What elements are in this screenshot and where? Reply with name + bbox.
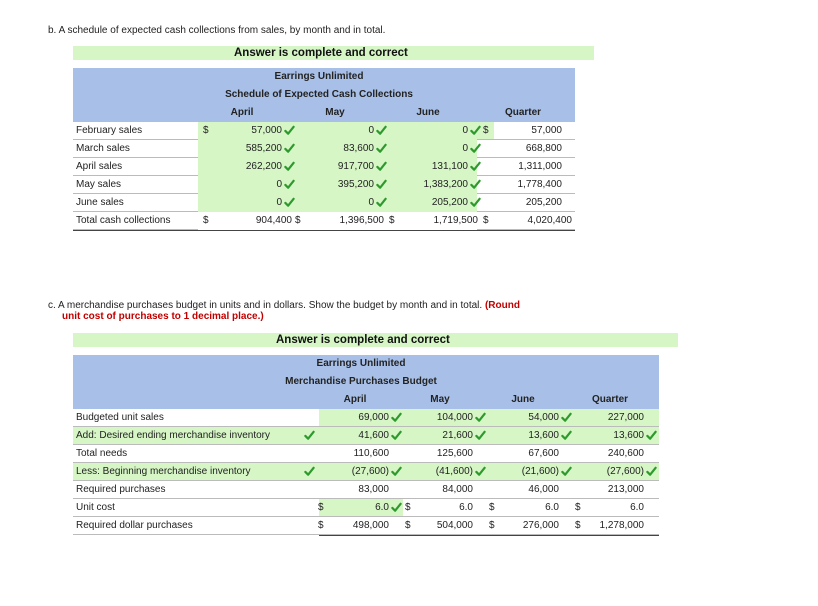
round-note: (Round — [484, 300, 520, 311]
cell-june[interactable]: 54,000 — [528, 412, 559, 423]
cell-may[interactable]: 104,000 — [436, 412, 473, 423]
cell-quarter: 227,000 — [607, 412, 644, 423]
row-label: Add: Desired ending merchandise inventory — [76, 430, 270, 441]
cell-april: 110,600 — [353, 448, 389, 459]
dollar-sign: $ — [405, 520, 411, 531]
col-quarter-b: Quarter — [504, 107, 542, 118]
check-icon — [646, 430, 657, 441]
row-label: Budgeted unit sales — [76, 412, 164, 423]
cell-june[interactable]: 1,383,200 — [423, 179, 468, 190]
cell-quarter: 1,778,400 — [517, 179, 562, 190]
cell-june[interactable]: 0 — [462, 125, 468, 136]
cell-april: 83,000 — [358, 484, 389, 495]
cell-may: 6.0 — [459, 502, 473, 513]
cell-quarter: 240,600 — [607, 448, 644, 459]
cell-june: 276,000 — [522, 520, 559, 531]
col-may-c: May — [430, 394, 450, 405]
dollar-sign: $ — [483, 215, 489, 226]
col-june-c: June — [511, 394, 535, 405]
check-icon — [376, 161, 387, 172]
dollar-sign: $ — [203, 215, 209, 226]
cell-april[interactable]: 262,200 — [245, 161, 282, 172]
check-icon — [376, 143, 387, 154]
cell-may[interactable]: 0 — [368, 125, 374, 136]
total-rule — [319, 535, 659, 536]
cell-april: 498,000 — [352, 520, 389, 531]
cell-june[interactable]: 205,200 — [431, 197, 468, 208]
company-name-b: Earrings Unlimited — [274, 71, 364, 82]
dollar-sign: $ — [318, 502, 324, 513]
check-icon — [470, 125, 481, 136]
cell-june[interactable]: 0 — [462, 143, 468, 154]
check-icon — [376, 197, 387, 208]
cell-quarter: 6.0 — [630, 502, 644, 513]
answer-banner-b-text: Answer is complete and correct — [234, 47, 408, 59]
cell-quarter: 668,800 — [525, 143, 562, 154]
col-may-b: May — [325, 107, 345, 118]
cell-june: 67,600 — [528, 448, 559, 459]
dollar-sign: $ — [575, 502, 581, 513]
cell-quarter[interactable]: 13,600 — [613, 430, 644, 441]
cell-quarter: 57,000 — [531, 125, 562, 136]
dollar-sign: $ — [318, 520, 324, 531]
cell-may[interactable]: 917,700 — [337, 161, 374, 172]
row-label: Required purchases — [76, 484, 166, 495]
dollar-sign: $ — [575, 520, 581, 531]
cell-may: 504,000 — [436, 520, 473, 531]
row-label: Less: Beginning merchandise inventory — [76, 466, 251, 477]
cell-april[interactable]: 6.0 — [375, 502, 389, 513]
dollar-sign: $ — [295, 215, 301, 226]
question-b: b. A schedule of expected cash collections from sales, by month and in total. — [48, 25, 386, 36]
cell-may: 1,396,500 — [339, 215, 384, 226]
dollar-sign: $ — [489, 502, 495, 513]
dollar-sign: $ — [489, 520, 495, 531]
cell-june: 1,719,500 — [433, 215, 478, 226]
row-label: Total needs — [76, 448, 128, 459]
cell-quarter: 213,000 — [607, 484, 644, 495]
cell-june[interactable]: 131,100 — [431, 161, 468, 172]
col-june-b: June — [416, 107, 440, 118]
cell-quarter: 205,200 — [525, 197, 562, 208]
check-icon — [646, 466, 657, 477]
cell-may[interactable]: 83,600 — [343, 143, 374, 154]
cell-april: 904,400 — [255, 215, 292, 226]
row-label: February sales — [76, 125, 143, 136]
cell-may: 125,600 — [436, 448, 473, 459]
row-label: Total cash collections — [76, 215, 171, 226]
row-label: June sales — [76, 197, 124, 208]
cell-quarter: 1,311,000 — [518, 161, 562, 172]
cell-june[interactable]: (21,600) — [521, 466, 559, 477]
col-april-b: April — [230, 107, 254, 118]
cell-may[interactable]: 0 — [368, 197, 374, 208]
cell-may: 84,000 — [442, 484, 473, 495]
cell-june[interactable]: 13,600 — [528, 430, 559, 441]
answer-banner-b — [73, 46, 594, 60]
col-quarter-c: Quarter — [591, 394, 629, 405]
row-label: Required dollar purchases — [76, 520, 193, 531]
dollar-sign: $ — [203, 125, 209, 136]
schedule-title: Schedule of Expected Cash Collections — [225, 89, 413, 100]
cell-april[interactable]: 0 — [276, 179, 282, 190]
check-icon — [470, 161, 481, 172]
question-c — [48, 300, 568, 322]
answer-banner-c-text: Answer is complete and correct — [276, 334, 450, 346]
round-note-2: unit cost of purchases to 1 decimal place.) — [62, 311, 264, 322]
cell-april[interactable]: 69,000 — [358, 412, 389, 423]
check-icon — [470, 143, 481, 154]
row-label: April sales — [76, 161, 123, 172]
cell-quarter: 1,278,000 — [599, 520, 644, 531]
check-icon — [470, 179, 481, 190]
col-april-c: April — [343, 394, 367, 405]
cell-april[interactable]: 0 — [276, 197, 282, 208]
cell-april[interactable]: 585,200 — [245, 143, 282, 154]
cell-april[interactable]: 57,000 — [251, 125, 282, 136]
dollar-sign: $ — [389, 215, 395, 226]
cell-quarter: 4,020,400 — [527, 215, 572, 226]
check-icon — [470, 197, 481, 208]
dollar-sign: $ — [483, 125, 489, 136]
cell-may[interactable]: (41,600) — [435, 466, 473, 477]
company-name-c: Earrings Unlimited — [316, 358, 406, 369]
check-icon — [376, 179, 387, 190]
total-rule — [73, 230, 575, 231]
cell-may[interactable]: 21,600 — [442, 430, 473, 441]
dollar-sign: $ — [405, 502, 411, 513]
cell-quarter[interactable]: (27,600) — [606, 466, 644, 477]
answer-banner-c — [73, 333, 678, 347]
cell-april[interactable]: 41,600 — [358, 430, 389, 441]
cell-june: 6.0 — [545, 502, 559, 513]
row-label: Unit cost — [76, 502, 115, 513]
purchases-title: Merchandise Purchases Budget — [285, 376, 437, 387]
check-icon — [376, 125, 387, 136]
row-label: May sales — [76, 179, 122, 190]
row-label: March sales — [76, 143, 130, 154]
cell-april[interactable]: (27,600) — [351, 466, 389, 477]
question-c-text: c. A merchandise purchases budget in units and in dollars. Show the budget by month and in total. — [48, 300, 483, 311]
cell-may[interactable]: 395,200 — [337, 179, 374, 190]
cell-june: 46,000 — [528, 484, 559, 495]
